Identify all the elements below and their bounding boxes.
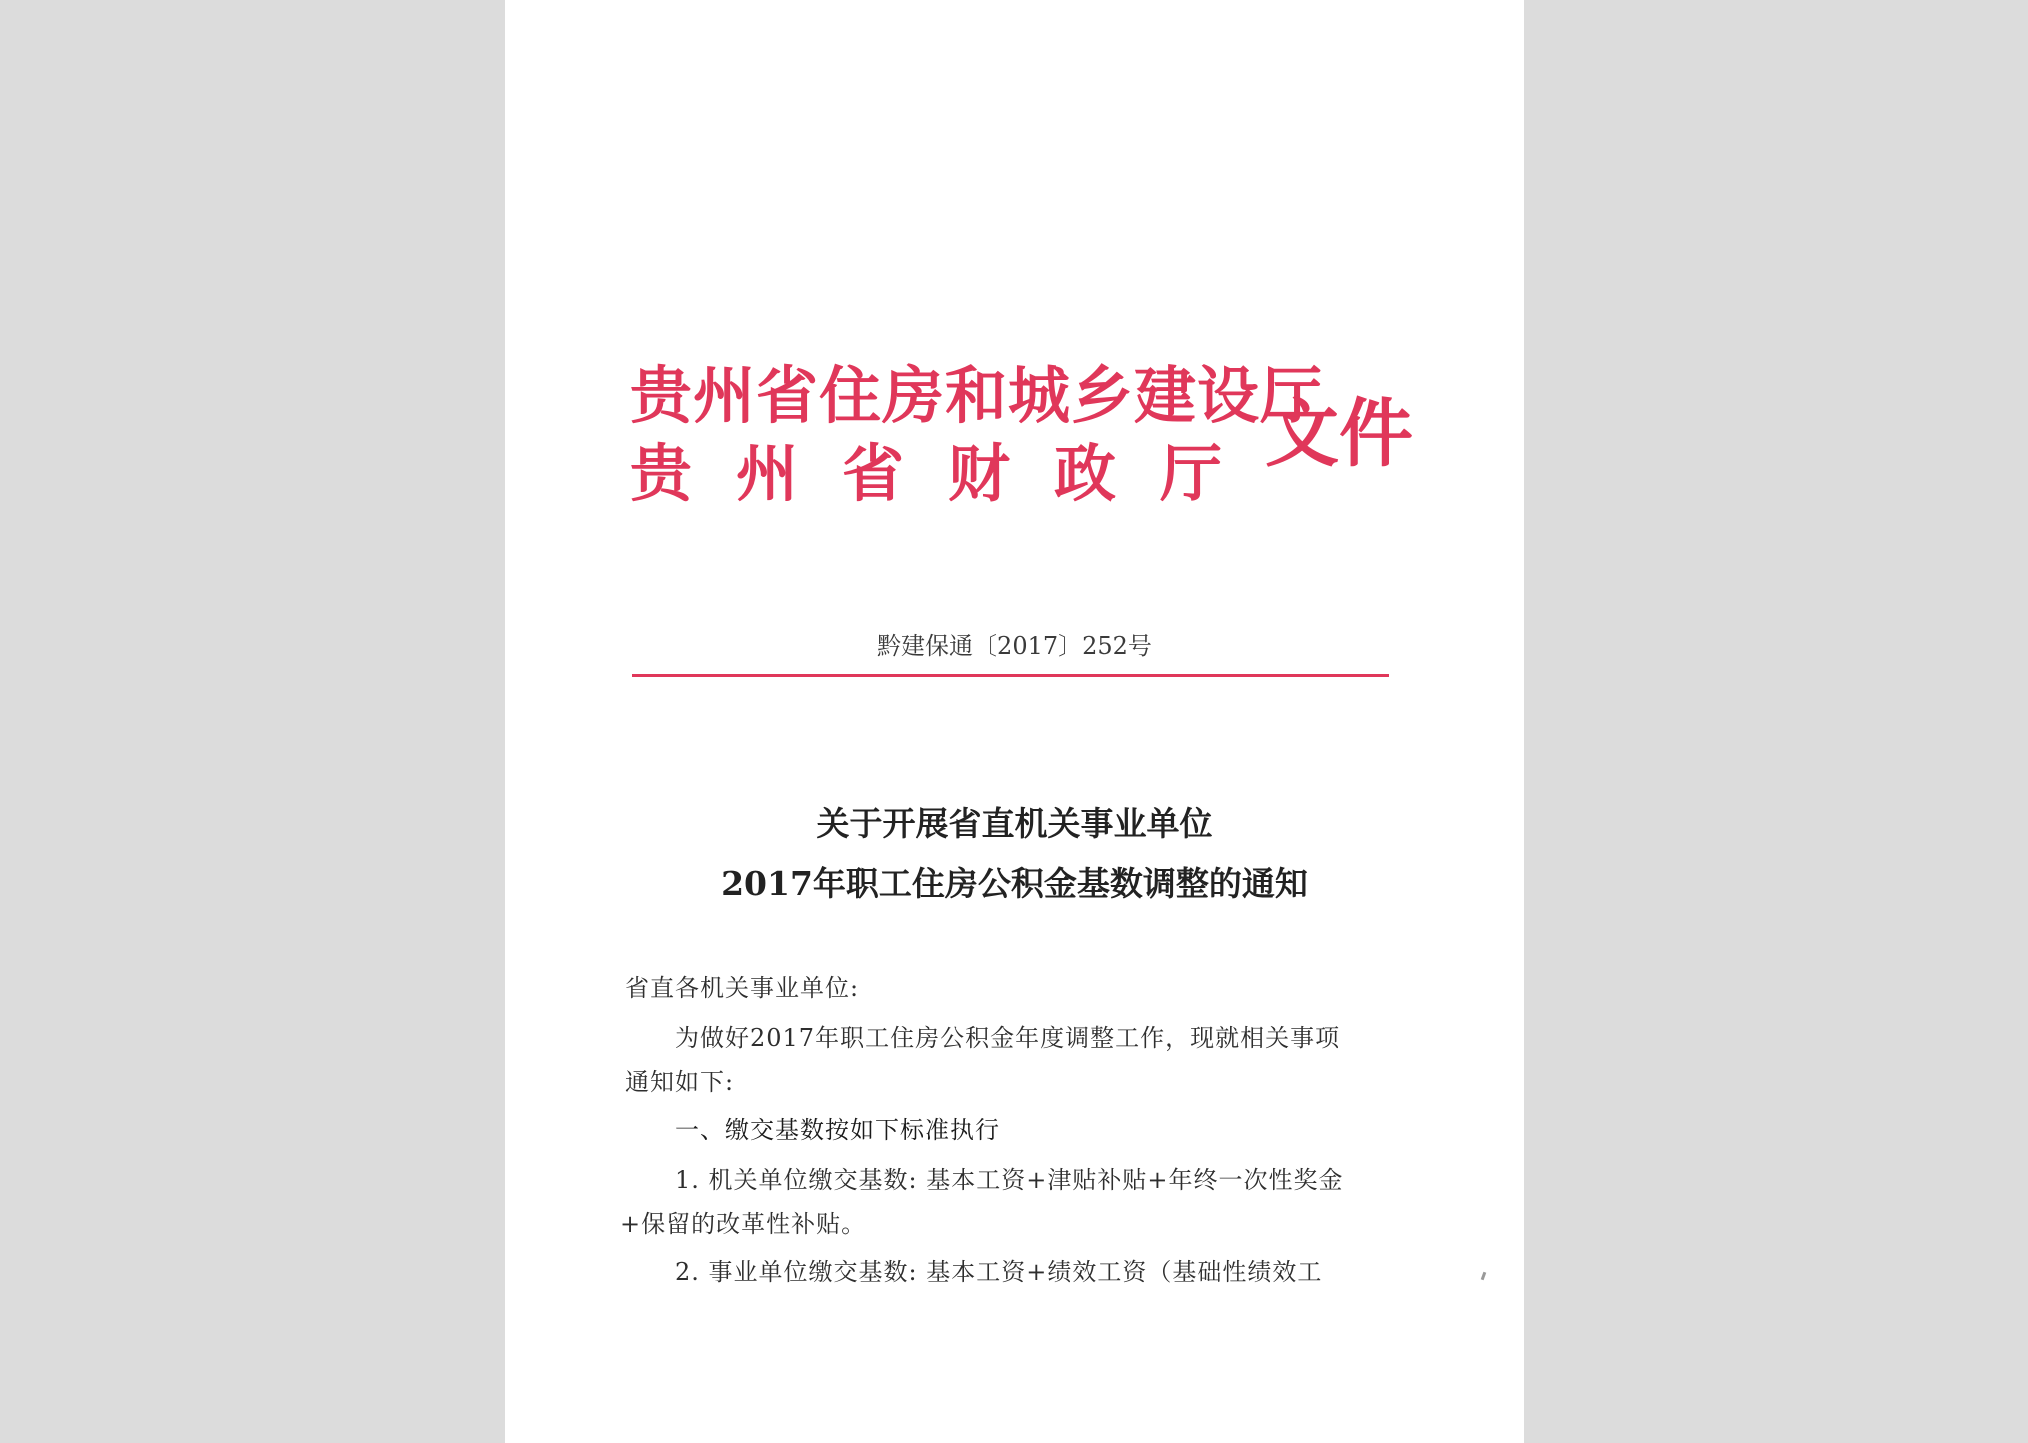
- item-1-line-2: +保留的改革性补贴。: [620, 1210, 867, 1238]
- issuer-line-2: 贵州省财政厅: [630, 437, 1267, 510]
- paragraph-1-line-1: 为做好2017年职工住房公积金年度调整工作，现就相关事项: [675, 1024, 1341, 1052]
- item-1-line-1: 1. 机关单位缴交基数: 基本工资+津贴补贴+年终一次性奖金: [675, 1166, 1344, 1194]
- doc-type-label: 文件: [1265, 391, 1413, 477]
- red-divider: [632, 674, 1389, 677]
- notice-title-line-1: 关于开展省直机关事业单位: [816, 804, 1213, 843]
- document-page: [505, 0, 1524, 1443]
- notice-title-line-2: 2017年职工住房公积金基数调整的通知: [721, 864, 1308, 903]
- issuer-line-1: 贵州省住房和城乡建设厅: [630, 359, 1324, 432]
- salutation: 省直各机关事业单位:: [625, 974, 860, 1002]
- red-header: [630, 355, 1430, 515]
- document-number: 黔建保通〔2017〕252号: [877, 632, 1152, 660]
- section-heading-1: 一、缴交基数按如下标准执行: [675, 1116, 1000, 1144]
- item-2-line-1: 2. 事业单位缴交基数: 基本工资+绩效工资（基础性绩效工: [675, 1258, 1323, 1286]
- paragraph-1-line-2: 通知如下:: [625, 1068, 735, 1096]
